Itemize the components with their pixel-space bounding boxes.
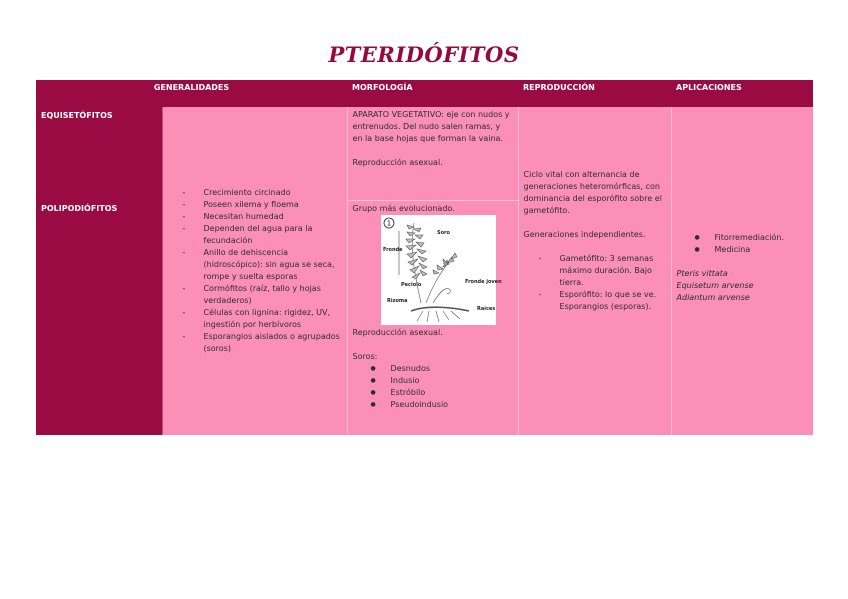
generalidades-item: - Anillo de dehiscencia (hidroscópico): sin agua se seca, rompe y suelta esporas — [183, 247, 347, 283]
row-label-polipodiofitos: POLIPODIÓFITOS — [36, 200, 162, 435]
header-aplicaciones: APLICACIONES — [671, 80, 813, 107]
generalidades-item: - Necesitan humedad — [183, 211, 347, 223]
species-list — [677, 268, 809, 304]
species-name: Adiantum arvense — [676, 293, 750, 302]
soro-type-item: ● Pseudoindusio — [371, 399, 513, 411]
reproduccion-independent: Generaciones independientes. — [523, 230, 646, 239]
header-row — [36, 80, 813, 107]
generalidades-item: - Poseen xilema y floema — [183, 199, 347, 211]
figure-number: 1 — [386, 219, 391, 227]
generalidades-item: - Esporangios aislados o agrupados (soros) — [183, 331, 347, 355]
soro-type-item: ● Desnudos — [371, 363, 513, 375]
reproduccion-cell — [518, 107, 671, 435]
figure-label-soro: Soro — [436, 229, 450, 236]
aplicaciones-cell — [671, 107, 813, 435]
summary-table — [36, 80, 813, 435]
morfologia-equiseto-repro: Reproducción asexual. — [352, 158, 443, 167]
reproduccion-intro: Ciclo vital con alternancia de generaciones heteromórficas, con dominancia del esporófito sobre el gametófito. — [523, 170, 662, 215]
aplicacion-item: ● Fitorremediación. — [695, 232, 809, 244]
morfologia-equiseto-cell — [347, 107, 518, 200]
generalidades-item: - Células con lignina: rigidez, UV, ingestión por herbívoros — [183, 307, 347, 331]
generalidades-item: - Dependen del agua para la fecundación — [183, 223, 347, 247]
page-title: PTERIDÓFITOS — [328, 42, 520, 67]
header-reproduccion: REPRODUCCIÓN — [518, 80, 671, 107]
generalidades-cell — [162, 107, 347, 435]
morfologia-equiseto-text: APARATO VEGETATIVO: eje con nudos y entrenudos. Del nudo salen ramas, y en la base hojas que forman la vaina. — [352, 110, 510, 143]
header-generalidades: GENERALIDADES — [36, 80, 347, 107]
morfologia-poli-repro: Reproducción asexual. — [352, 327, 443, 337]
soro-type-item: ● Indusio — [371, 375, 513, 387]
species-name: Pteris vittata — [676, 269, 728, 278]
reproduccion-item: - Gametófito: 3 semanas máximo duración. Bajo tierra. — [539, 253, 666, 289]
generalidades-item: - Crecimiento circinado — [183, 187, 347, 199]
row-label-equisetofitos: EQUISETÓFITOS — [36, 107, 162, 200]
row-equisetofitos — [36, 107, 813, 200]
figure-label-fronde: Fronde — [382, 246, 403, 253]
species-name: Equisetum arvense — [676, 281, 754, 290]
soro-type-item: ● Estróbilo — [371, 387, 513, 399]
generalidades-list — [163, 187, 347, 355]
aplicacion-item: ● Medicina — [695, 244, 809, 256]
morfologia-poli-text: Grupo más evolucionado. — [352, 203, 455, 213]
fern-diagram — [381, 215, 502, 325]
figure-label-raices: Raíces — [476, 305, 495, 312]
soros-list — [353, 363, 513, 411]
morfologia-poli-cell — [347, 200, 518, 435]
figure-label-rizoma: Rizoma — [386, 297, 408, 304]
soros-label: Soros: — [352, 351, 378, 361]
aplicaciones-list — [677, 232, 809, 256]
reproduccion-list — [524, 253, 666, 313]
figure-label-peciolo: Peciolo — [400, 281, 421, 288]
reproduccion-item: - Esporófito: lo que se ve. Esporangios (esporas). — [539, 289, 666, 313]
header-morfologia: MORFOLOGÍA — [347, 80, 518, 107]
figure-label-fronde-joven: Fronde joven — [464, 278, 502, 285]
generalidades-item: - Cormófitos (raíz, tallo y hojas verdaderos) — [183, 283, 347, 307]
